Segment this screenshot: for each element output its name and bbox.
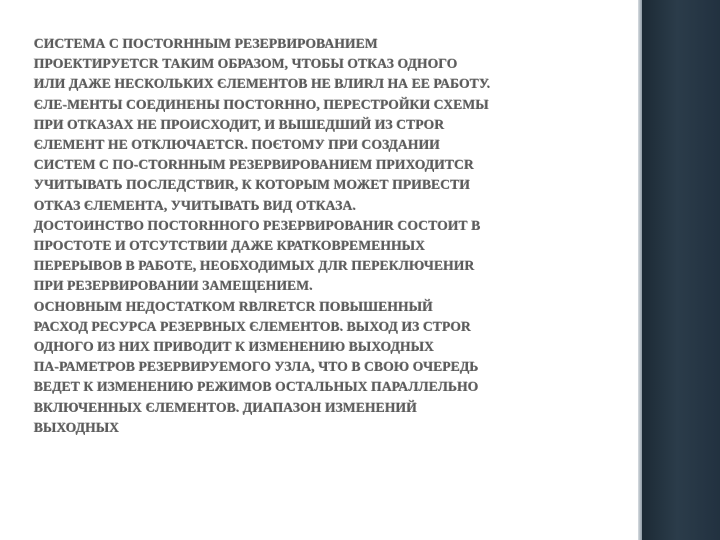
text-line: ПА-РАМЕТРОВ РЕЗЕРВИРУЕМОГО УЗЛА, ЧТО В СВОЮ ОЧЕРЕДЬ <box>34 359 479 375</box>
text-line: ОДНОГО ИЗ НИХ ПРИВОДИТ К ИЗМЕНЕНИЮ ВЫХОДНЫХ <box>34 339 435 355</box>
text-line: ВЫХОДНЫХ <box>34 419 120 435</box>
text-line: РАСХОД РЕСУРСА РЕЗЕРВНЫХ ЄЛЕМЕНТОВ. ВЫХОД ИЗ СТРОR <box>34 318 472 334</box>
text-line: ЄЛЕМЕНТ НЕ ОТКЛЮЧАЕТСR. ПОЄТОМУ ПРИ СОЗДАНИИ <box>34 137 441 153</box>
text-line: ПРОЕКТИРУЕТСR ТАКИМ ОБРАЗОМ, ЧТОБЫ ОТКАЗ ОДНОГО <box>34 56 458 72</box>
text-line: СИСТЕМА С ПОСТОRННЫМ РЕЗЕРВИРОВАНИЕМ <box>34 36 378 51</box>
text-line: ПРОСТОТЕ И ОТСУТСТВИИ ДАЖЕ КРАТКОВРЕМЕННЫХ <box>34 238 426 254</box>
text-line: ОСНОВНЫМ НЕДОСТАТКОМ RВЛRЕТСR ПОВЫШЕННЫЙ <box>34 298 433 314</box>
text-line: ОТКАЗ ЄЛЕМЕНТА, УЧИТЫВАТЬ ВИД ОТКАЗА. <box>34 197 357 213</box>
text-line: ПЕРЕРЫВОВ В РАБОТЕ, НЕОБХОДИМЫХ ДЛR ПЕРЕКЛЮЧЕНИR <box>34 258 475 274</box>
text-line: ПРИ РЕЗЕРВИРОВАНИИ ЗАМЕЩЕНИЕМ. <box>34 278 313 294</box>
text-line: УЧИТЫВАТЬ ПОСЛЕДСТВИR, К КОТОРЫМ МОЖЕТ ПРИВЕСТИ <box>34 177 471 193</box>
text-line: ЄЛЕ-МЕНТЫ СОЕДИНЕНЫ ПОСТОRННО, ПЕРЕСТРОЙКИ СХЕМЫ <box>34 96 489 112</box>
decorative-side-panel <box>642 0 720 540</box>
text-line: ДОСТОИНСТВО ПОСТОRННОГО РЕЗЕРВИРОВАНИR СОСТОИТ В <box>34 217 481 233</box>
text-line: ВКЛЮЧЕННЫХ ЄЛЕМЕНТОВ. ДИАПАЗОН ИЗМЕНЕНИЙ <box>34 399 417 415</box>
slide-body-text <box>34 34 630 438</box>
text-line: ИЛИ ДАЖЕ НЕСКОЛЬКИХ ЄЛЕМЕНТОВ НЕ ВЛИRЛ НА ЕЕ РАБОТУ. <box>34 76 491 92</box>
text-line: ВЕДЕТ К ИЗМЕНЕНИЮ РЕЖИМОВ ОСТАЛЬНЫХ ПАРАЛЛЕЛЬНО <box>34 379 479 395</box>
text-line: СИСТЕМ С ПО-СТОRННЫМ РЕЗЕРВИРОВАНИЕМ ПРИХОДИТСR <box>34 157 475 173</box>
text-line: ПРИ ОТКАЗАХ НЕ ПРОИСХОДИТ, И ВЫШЕДШИЙ ИЗ СТРОR <box>34 116 445 132</box>
